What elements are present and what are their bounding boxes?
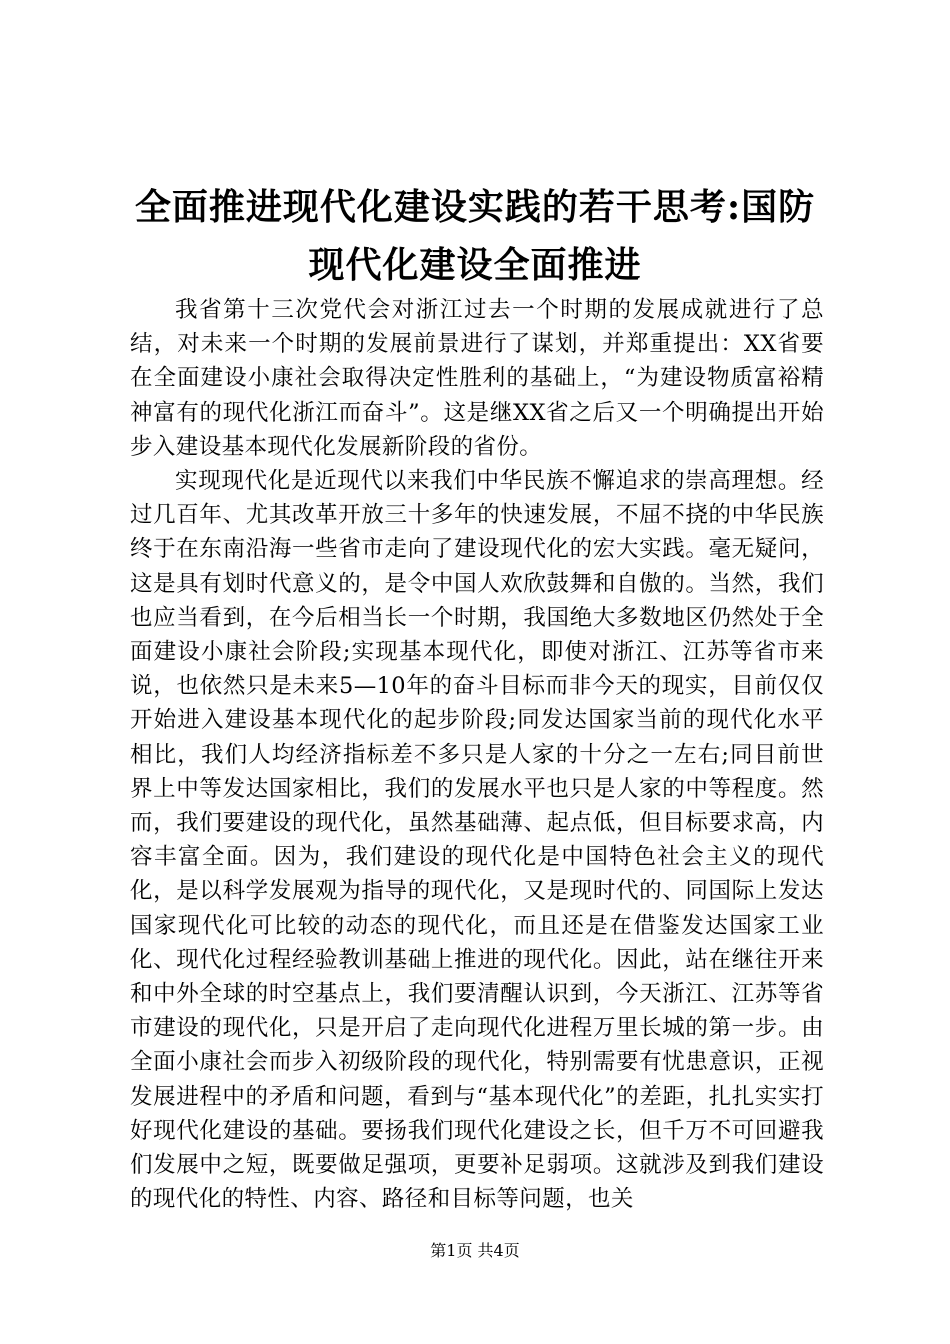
document-title: 全面推进现代化建设实践的若干思考:国防现代化建设全面推进 xyxy=(134,186,816,286)
paragraph-2: 实现现代化是近现代以来我们中华民族不懈追求的崇高理想。经过几百年、尤其改革开放三十多年的快速发展，不屈不挠的中华民族终于在东南沿海一些省市走向了建设现代化的宏大实践。毫无疑问，这是具有划时代意义的，是令中国人欢欣鼓舞和自傲的。当然，我们也应当看到，在今后相当长一个时期，我国绝大多数地区仍然处于全面建设小康社会阶段;实现基本现代化，即使对浙江、江苏等省市来说，也依然只是未来5—10年的奋斗目标而非今天的现实，目前仅仅开始进入建设基本现代化的起步阶段;同发达国家当前的现代化水平相比，我们人均经济指标差不多只是人家的十分之一左右;同目前世界上中等发达国家相比，我们的发展水平也只是人家的中等程度。然而，我们要建设的现代化，虽然基础薄、起点低，但目标要求高，内容丰富全面。因为，我们建设的现代化是中国特色社会主义的现代化，是以科学发展观为指导的现代化，又是现时代的、同国际上发达国家现代化可比较的动态的现代化，而且还是在借鉴发达国家工业化、现代化过程经验教训基础上推进的现代化。因此，站在继往开来和中外全球的时空基点上，我们要清醒认识到，今天浙江、江苏等省市建设的现代化，只是开启了走向现代化进程万里长城的第一步。由全面小康社会而步入初级阶段的现代化，特别需要有忧患意识，正视发展进程中的矛盾和问题，看到与“基本现代化”的差距，扎扎实实打好现代化建设的基础。要扬我们现代化建设之长，但千万不可回避我们发展中之短，既要做足强项，更要补足弱项。这就涉及到我们建设的现代化的特性、内容、路径和目标等问题，也关 xyxy=(130,468,824,1213)
page-footer: 第1页 共4页 xyxy=(430,1241,520,1260)
document-body xyxy=(130,293,824,1216)
paragraph-1: 我省第十三次党代会对浙江过去一个时期的发展成就进行了总结，对未来一个时期的发展前景进行了谋划，并郑重提出：XX省要在全面建设小康社会取得决定性胜利的基础上，“为建设物质富裕精神富有的现代化浙江而奋斗”。这是继XX省之后又一个明确提出开始步入建设基本现代化发展新阶段的省份。 xyxy=(130,297,824,460)
